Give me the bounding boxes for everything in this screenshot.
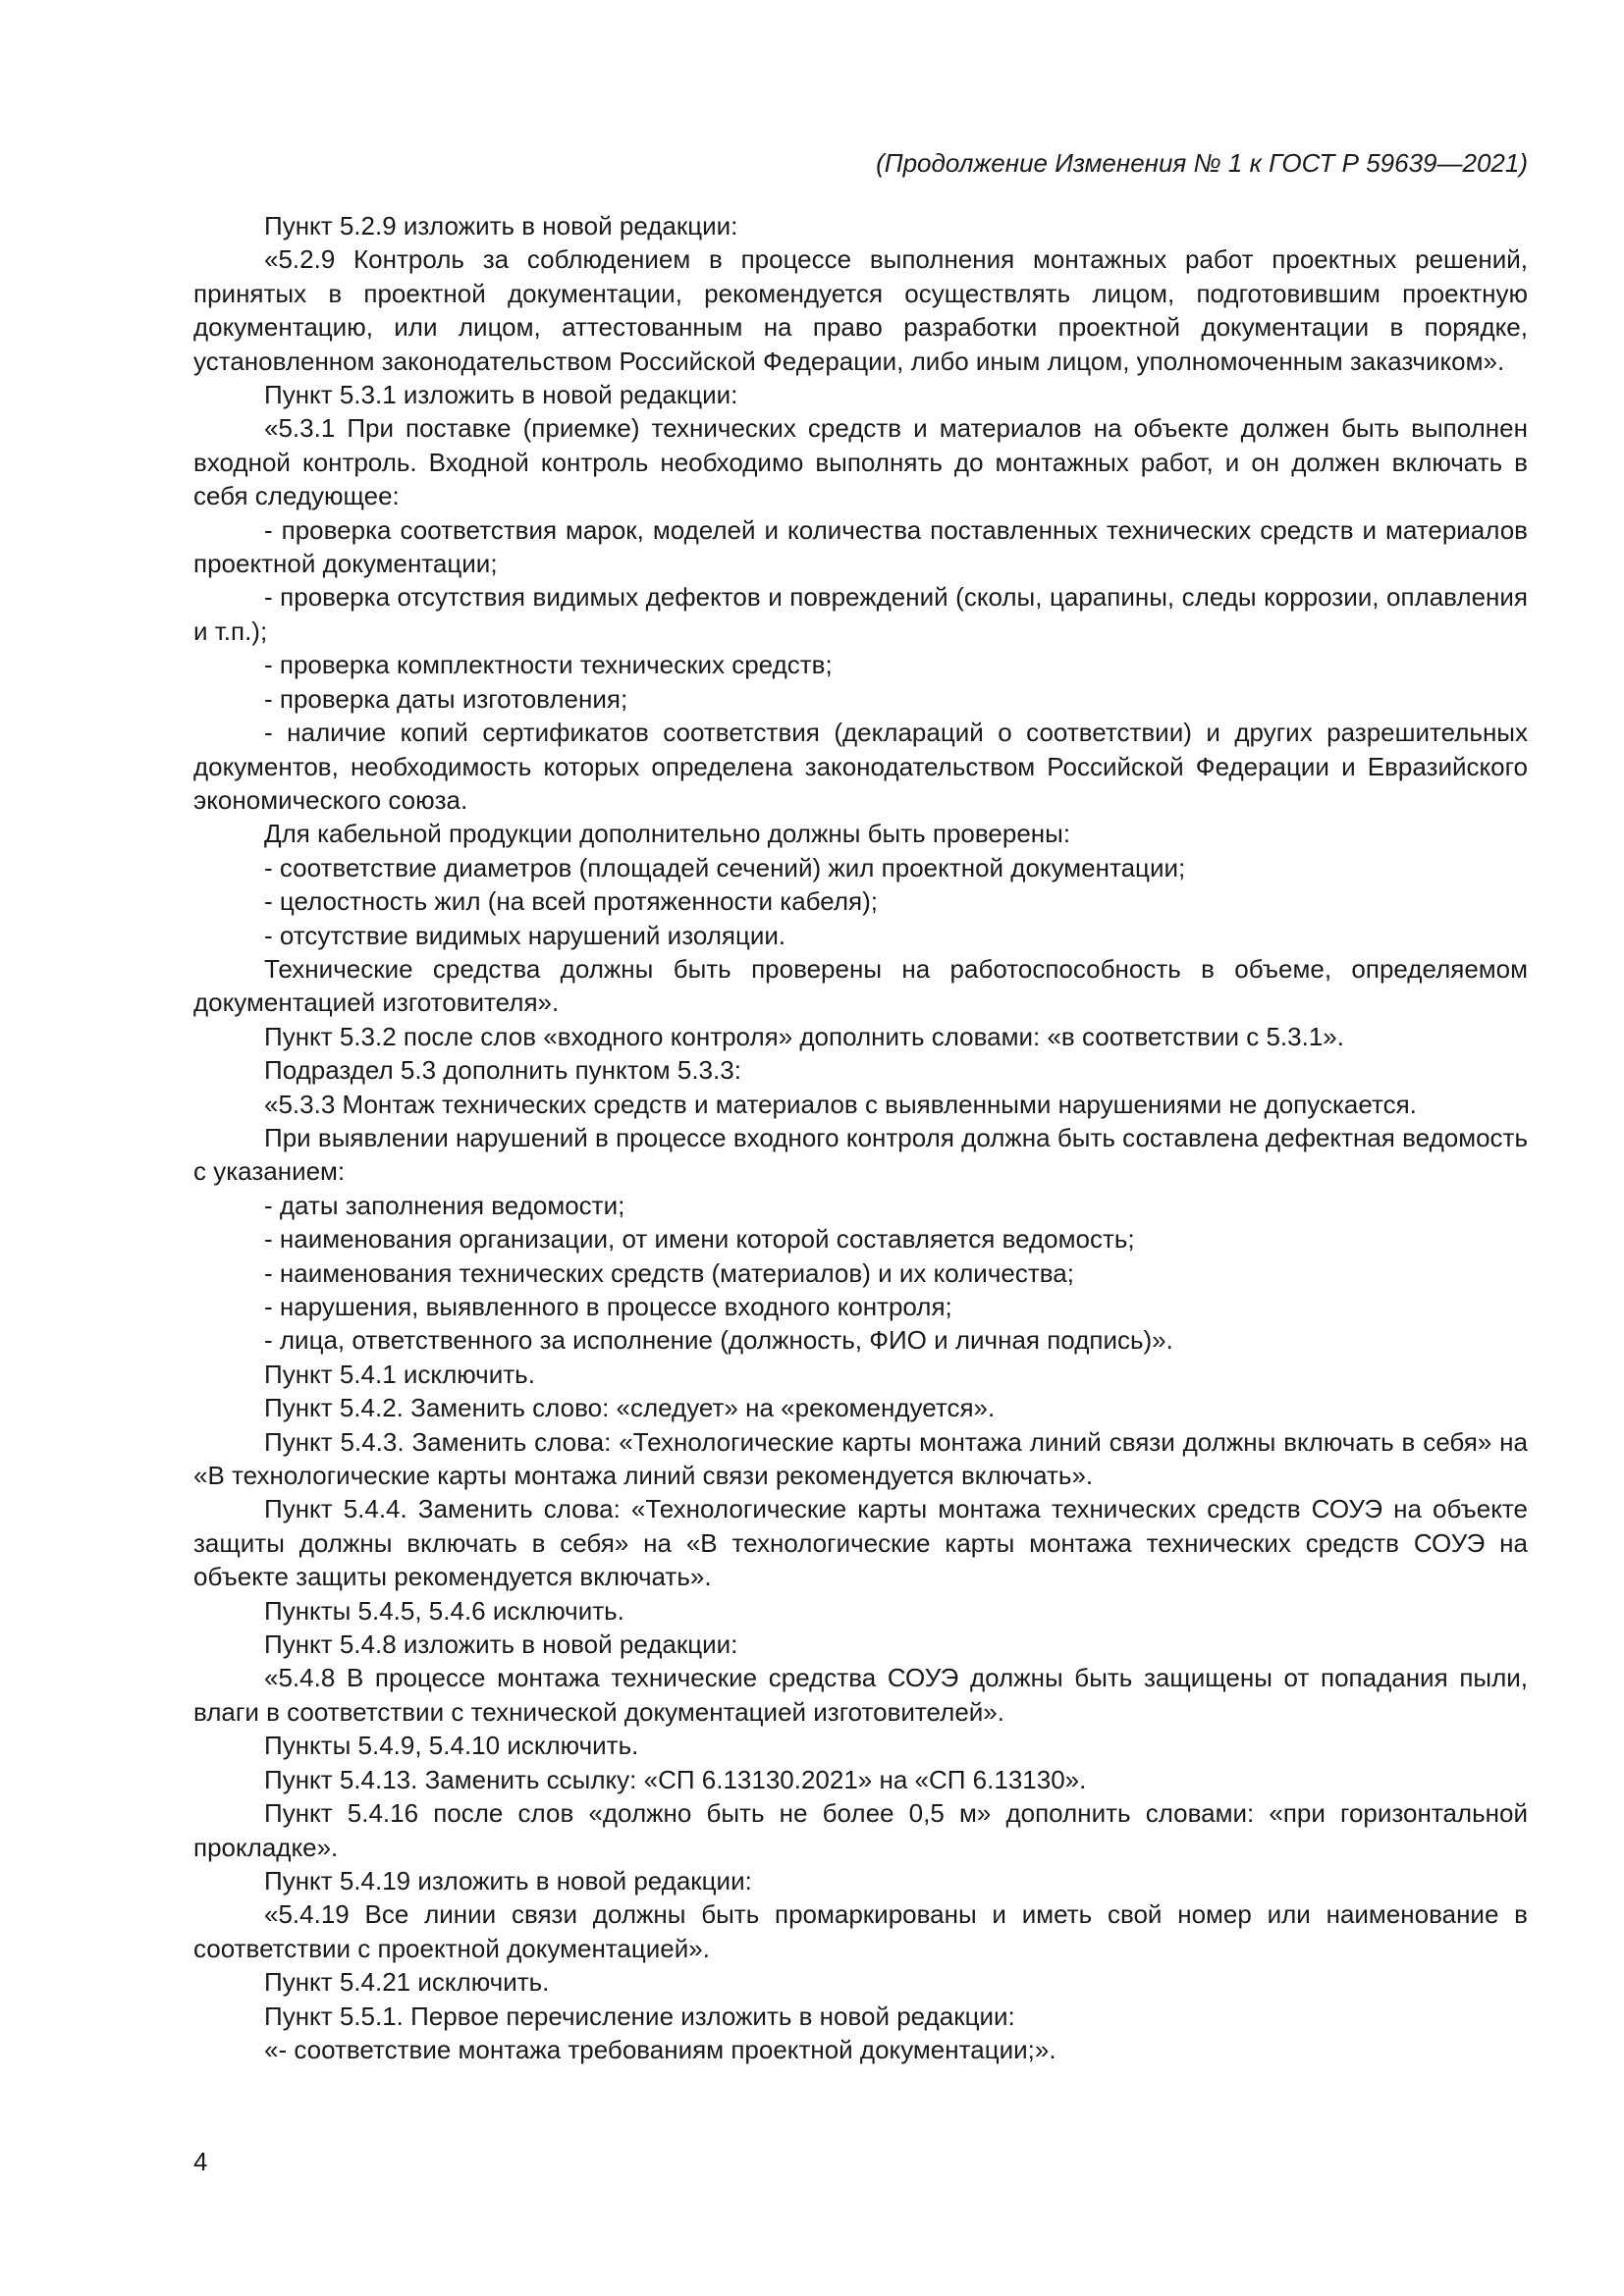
list-item: - наименования организации, от имени которой составляется ведомость; [264, 1224, 1135, 1255]
continuation-header: (Продолжение Изменения № 1 к ГОСТ Р 59639—2021) [876, 148, 1528, 178]
list-item: - проверка отсутствия видимых дефектов и повреждений (сколы, царапины, следы коррозии, оплавления и т.п.); [193, 582, 1528, 646]
paragraph: Технические средства должны быть проверены на работоспособность в объеме, определяемом документацией изготовителя». [193, 953, 1528, 1018]
paragraph: Пункты 5.4.9, 5.4.10 исключить. [264, 1731, 639, 1761]
list-item: - даты заполнения ведомости; [264, 1190, 625, 1220]
paragraph: Пункт 5.4.21 исключить. [264, 1967, 550, 1998]
document-body [193, 209, 1528, 2066]
paragraph: Для кабельной продукции дополнительно должны быть проверены: [264, 819, 1071, 849]
list-item: - наличие копий сертификатов соответствия (деклараций о соответствии) и других разрешительных документов, необходимость которых определена законодательством Российской Федерации и Евразийского экономического союза. [193, 718, 1528, 815]
list-item: - проверка даты изготовления; [264, 683, 628, 714]
paragraph: Пункт 5.4.1 исключить. [264, 1359, 535, 1389]
list-item: - проверка соответствия марок, моделей и количества поставленных технических средств и материалов проектной документации; [193, 514, 1528, 579]
paragraph: Пункт 5.5.1. Первое перечисление изложить в новой редакции: [264, 2001, 1015, 2031]
paragraph: «5.3.1 При поставке (приемке) технических средств и материалов на объекте должен быть выполнен входной контроль. Входной контроль необходимо выполнять до монтажных работ, и он должен включать в себя следующее: [193, 413, 1528, 511]
list-item: - отсутствие видимых нарушений изоляции. [264, 920, 786, 950]
paragraph: Пункт 5.4.3. Заменить слова: «Технологические карты монтажа линий связи должны включать в себя» на «В технологические карты монтажа линий связи рекомендуется включать». [193, 1426, 1528, 1491]
list-item: - соответствие диаметров (площадей сечений) жил проектной документации; [264, 852, 1186, 882]
list-item: - наименования технических средств (материалов) и их количества; [264, 1257, 1074, 1288]
paragraph: Пункт 5.2.9 изложить в новой редакции: [264, 211, 738, 240]
list-item: - целостность жил (на всей протяженности кабеля); [264, 886, 878, 917]
paragraph: Пункт 5.4.16 после слов «должно быть не более 0,5 м» дополнить словами: «при горизонтальной прокладке». [193, 1798, 1528, 1862]
paragraph: Пункт 5.4.19 изложить в новой редакции: [264, 1865, 752, 1896]
paragraph: Пункт 5.4.13. Заменить ссылку: «СП 6.13130.2021» на «СП 6.13130». [264, 1764, 1087, 1794]
paragraph: Подраздел 5.3 дополнить пунктом 5.3.3: [264, 1055, 741, 1086]
list-item: - лица, ответственного за исполнение (должность, ФИО и личная подпись)». [264, 1325, 1173, 1356]
paragraph: Пункт 5.4.2. Заменить слово: «следует» на «рекомендуется». [264, 1393, 996, 1423]
paragraph: «- соответствие монтажа требованиям проектной документации;». [264, 2034, 1056, 2064]
paragraph: «5.4.19 Все линии связи должны быть промаркированы и иметь свой номер или наименование в соответствии с проектной документацией». [193, 1899, 1528, 1963]
paragraph: Пункт 5.3.1 изложить в новой редакции: [264, 380, 738, 410]
paragraph: «5.4.8 В процессе монтажа технические средства СОУЭ должны быть защищены от попадания пыли, влаги в соответствии с технической документацией изготовителей». [193, 1663, 1528, 1727]
paragraph: «5.2.9 Контроль за соблюдением в процессе выполнения монтажных работ проектных решений, принятых в проектной документации, рекомендуется осуществлять лицом, подготовившим проектную документацию, или лицом, аттестованным на право разработки проектной документации в порядке, установленном законодательством Российской Федерации, либо иным лицом, уполномоченным заказчиком». [193, 244, 1528, 376]
paragraph: Пункт 5.3.2 после слов «входного контроля» дополнить словами: «в соответствии с 5.3.1». [264, 1021, 1344, 1051]
paragraph: Пункт 5.4.8 изложить в новой редакции: [264, 1629, 738, 1660]
paragraph: «5.3.3 Монтаж технических средств и материалов с выявленными нарушениями не допускается. [264, 1089, 1417, 1119]
paragraph: Пункты 5.4.5, 5.4.6 исключить. [264, 1595, 624, 1626]
list-item: - нарушения, выявленного в процессе входного контроля; [264, 1292, 952, 1321]
paragraph: Пункт 5.4.4. Заменить слова: «Технологические карты монтажа технических средств СОУЭ на объекте защиты должны включать в себя» на «В технологические карты монтажа технических средств СОУЭ на объекте защиты рекомендуется включать». [193, 1494, 1528, 1592]
page-number: 4 [193, 2147, 208, 2176]
list-item: - проверка комплектности технических средств; [264, 650, 833, 680]
paragraph: При выявлении нарушений в процессе входного контроля должна быть составлена дефектная ведомость с указанием: [193, 1122, 1528, 1187]
